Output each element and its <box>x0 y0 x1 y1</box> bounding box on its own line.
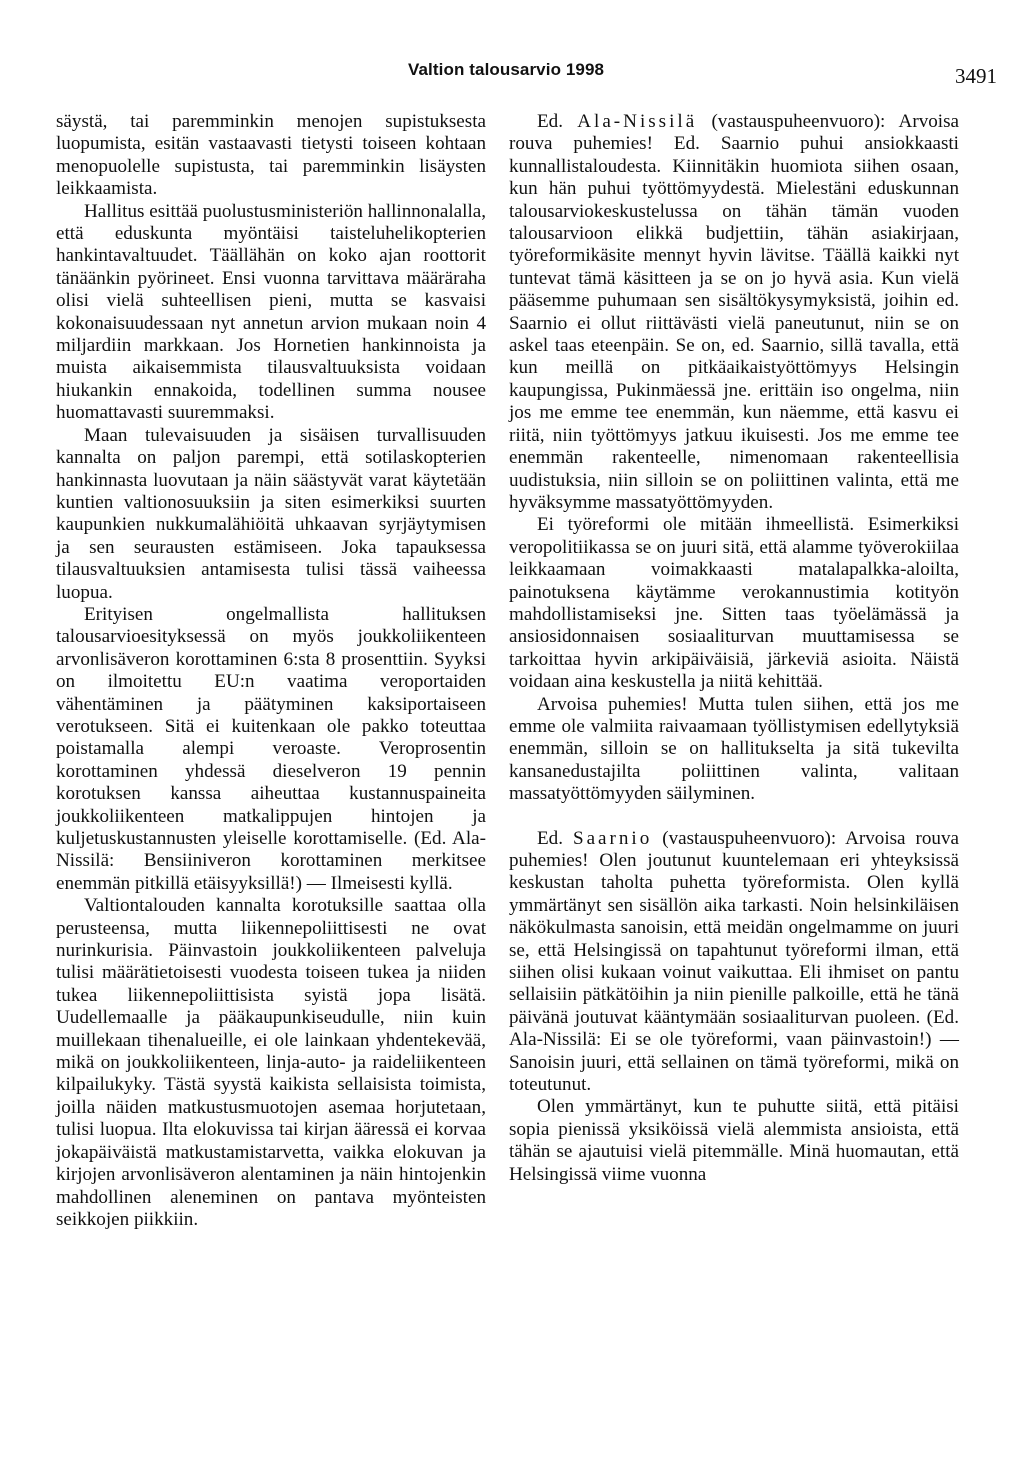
speaker-name: Saarnio <box>572 827 653 849</box>
paragraph: Hallitus esittää puolustusministeriön hallinnonalalla, että eduskunta myöntäisi taisteluhelikopterien hankintavaltuudet. Täällähän on koko ajan roottorit tänäänkin pyörineet. Ensi vuonna tarvittava määräraha olisi vielä suhteellisen pieni, mutta se kasvaisi kokonaisuudessaan nyt annetun arvion mukaan noin 4 miljardiin markkaan. Jos Hornetien hankinnoista ja muista aikaisemmista tilausvaltuuksista voidaan hiukankin ennakoida, todellinen summa nousee huomattavasti suuremmaksi. <box>56 200 486 424</box>
paragraph: Erityisen ongelmallista hallituksen talousarvioesityksessä on myös joukkoliikenteen arvonlisäveron korottaminen 6:sta 8 prosenttiin. Syyksi on ilmoitettu EU:n vaatima veroportaiden vähentäminen ja päätyminen kaksiportaiseen verotukseen. Sitä ei kuitenkaan ole pakko toteuttaa poistamalla alempi veroaste. Veroprosentin korottaminen yhdessä dieselveron 19 pennin korotuksen kanssa aiheuttaa kustannuspaineita joukkoliikenteen matkalippujen hintojen ja kuljetuskustannusten yleiselle korottamiselle. (Ed. Ala-Nissilä: Bensiiniveron korottaminen merkitsee enemmän pitkillä etäisyyksillä!) — Ilmeisesti kyllä. <box>56 603 486 894</box>
paragraph: Valtiontalouden kannalta korotuksille saattaa olla perusteensa, mutta liikennepoliittisesti ne ovat nurinkurisia. Päinvastoin joukkoliikenteen palveluja tulisi määrätietoisesti vuodesta toiseen tukea ja niiden tukea liikennepoliittisista syistä jopa lisätä. Uudellemaalle ja pääkaupunkiseudulle, niin kuin muillekaan tihenalueille, ei ole lainkaan yhdentekevää, mikä on joukkoliikenteen, linja-auto- ja raideliikenteen kilpailukyky. Tästä syystä kaikista sellaisista toimista, joilla näiden matkustusmuotojen asemaa horjutetaan, tulisi luopua. Ilta elokuvissa tai kirjan ääressä ei korvaa jokapäiväistä matkustamistarvetta, vaikka elokuvan ja kirjojen arvonlisäveron alentaminen ja näin hintojenkin mahdollinen aleneminen on pantava myönteisten seikkojen piikkiin. <box>56 895 486 1230</box>
speaker-name: Ala-Nissilä <box>577 111 698 132</box>
paragraph: Arvoisa puhemies! Mutta tulen siihen, että jos me emme ole valmiita raivaamaan työllistymisen edellytyksiä enemmän, silloin se on hallitukselta ja sitä tukevilta kansanedustajilta poliittinen valinta, valitaan massatyöttömyyden säilyminen. <box>509 693 959 805</box>
speaker-prefix: Ed. <box>537 827 563 849</box>
paragraph: Ei työreformi ole mitään ihmeellistä. Esimerkiksi veropolitiikassa se on juuri sitä, että alamme työverokiilaa leikkaamaan voimakkaasti matalapalkka-aloilta, painotuksena käytämme verokannustimia kotityön mahdollistamiseksi jne. Sitten taas työelämässä ja ansiosidonnaisen sosiaaliturvan muuttamisessa se tarkoittaa hyvin arkipäiväisiä, järkeviä asioita. Näistä voidaan aina keskustella ja niitä kehittää. <box>509 514 959 693</box>
page-number: 3491 <box>955 64 997 88</box>
paragraph: Olen ymmärtänyt, kun te puhutte siitä, että pitäisi sopia pienissä yksiköissä vielä alemmista ansioista, että tähän se ajautuisi vielä pitemmälle. Minä huomautan, että Helsingissä viime vuonna <box>509 1096 959 1185</box>
left-column <box>56 111 486 1231</box>
paragraph: Maan tulevaisuuden ja sisäisen turvallisuuden kannalta on paljon parempi, että sotilaskopterien hankinnasta luovutaan ja näin säästyvät varat käytetään kuntien valtionosuuksiin ja siten esimerkiksi suurten kaupunkien nukkumalähiöitä uhkaavan syrjäytymisen ja sen seurausten estämiseen. Joka tapauksessa tilausvaltuuksien antamisesta tulisi tässä vaiheessa luopua. <box>56 424 486 603</box>
speech-text: (vastauspuheenvuoro): Arvoisa rouva puhemies! Ed. Saarnio puhui ansiokkaasti kunnallistaloudesta. Kiinnitäkin huomiota siihen osaan, kun hän puhui työttömyydestä. Mielestäni eduskunnan talousarviokeskustelussa on tähän tämän vuoden talousarvioon elikkä budjettiin, tähän asiakirjaan, työreformikäsite mennyt hyvin lävitse. Täällä kaikki nyt tuntevat tämä käsitteen ja se on jo hyvä asia. Kun vielä pääsemme puhumaan sen sisältökysymyksistä, joihin ed. Saarnio ei ollut riittävästi vielä paneutunut, niin se on askel taas eteenpäin. Se on, ed. Saarnio, sillä tavalla, että kun meillä on pitkäaikaistyöttömyys Helsingin kaupungissa, Pukinmäessä jne. erittäin iso ongelma, niin jos me emme tee enemmän, kun näemme, että kasvu ei riitä, niin työttömyys jatkuu ikuisesti. Jos me emme tee enemmän rakenteelle, nimenomaan rakenteellisia uudistuksia, niin silloin se on poliittinen valinta, että me hyväksymme massatyöttömyyden. <box>509 111 960 513</box>
speech-paragraph <box>509 111 959 514</box>
speaker-prefix: Ed. <box>537 111 563 132</box>
paragraph: säystä, tai paremminkin menojen supistuksesta luopumista, esitän vastaavasti tietysti toiseen kohtaan menopuolelle supistusta, tai paremminkin lisäysten leikkaamista. <box>56 111 486 200</box>
right-column <box>509 111 959 1186</box>
running-header-title: Valtion talousarvio 1998 <box>408 60 605 79</box>
speech-text: (vastauspuheenvuoro): Arvoisa rouva puhemies! Olen joutunut kuuntelemaan eri yhteyksissä keskustan taholta puhetta työreformista. Olen kyllä ymmärtänyt sen sisällön aika tarkasti. Noin helsinkiläisen näkökulmasta sanoisin, että meidän ongelmamme on juuri se, että Helsingissä on tapahtunut työreformi ilman, että siihen olisi kukaan voinut vaikuttaa. Eli ihmiset on pantu sellaisiin pätkätöihin ja niin pienille palkoille, että he tänä päivänä joutuvat kääntymään sosiaaliturvan puoleen. (Ed. Ala-Nissilä: Ei se ole työreformi, vaan päinvastoin!) — Sanoisin juuri, että sellainen on tämä työreformi, mikä on toteutunut. <box>509 827 959 1096</box>
speech-paragraph <box>509 828 959 1097</box>
